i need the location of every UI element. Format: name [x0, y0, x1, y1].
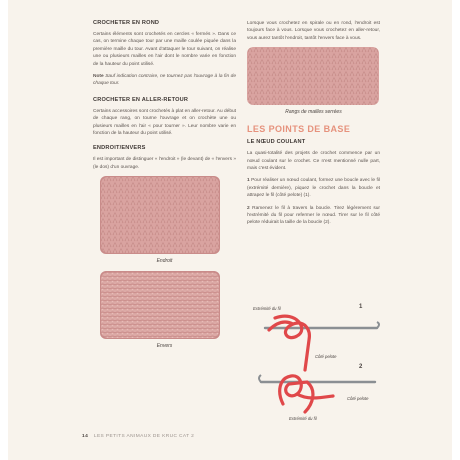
paragraph-rond: Certains éléments sont crochetés en cercles « fermés ». Dans ce cas, on termine chaque tour par une maille coulée piquée dans la première maille du tour. Avant d'attaquer le tour suivant, on réalise une ou plusieurs mailles en l'air dont le nombre varie en fonction de la hauteur du point utilisé. [93, 32, 236, 67]
label-pelote-2: Côté pelote [347, 396, 369, 401]
paragraph-spirale: Lorsque vous crochetez en spirale ou en rond, l'endroit est toujours face à vous. Lorsque vous crochetez en aller-retour, vous aurez tantôt l'endroit, tantôt l'envers face à vous. [247, 21, 380, 41]
step-number-1: 1 [359, 304, 363, 310]
step-number-2: 2 [359, 364, 363, 370]
left-column [93, 20, 236, 356]
paragraph-endroit-envers: Il est important de distinguer « l'endroit » (le devant) de « l'envers » (le dos) d'un ouvrage. [93, 157, 236, 170]
paragraph-step-1 [247, 177, 380, 199]
caption-rangs: Rangs de mailles serrées [285, 109, 342, 116]
page-number: 14 [82, 434, 89, 439]
caption-envers: Envers [156, 343, 173, 350]
swatch-rangs-image [247, 47, 379, 105]
step-1-text: Pour réaliser un nœud coulant, formez une boucle avec le fil (extrémité dernière), piquez le crochet dans la boucle et attrapez le fil (côté pelote) (1). [247, 178, 380, 199]
paragraph-aller-retour: Certains accessoires sont crochetés à plat en aller-retour. Au début de chaque rang, on tourne l'ouvrage et on crochète une ou plusieurs mailles en l'air « pour tourner ». Leur nombre varie en fonction de la hauteur du point utilisé. [93, 108, 236, 137]
heading-crocheter-en-rond: CROCHETER EN ROND [93, 20, 160, 26]
paragraph-noeud: La quasi-totalité des projets de crochet commence par un nœud coulant sur le crochet. Ce n'est mentionné nulle part, mais c'est évident. [247, 151, 380, 172]
heading-noeud-coulant: LE NŒUD COULANT [247, 139, 306, 146]
step-2-text: Ramenez le fil à travers la boucle. Tirez légèrement sur l'extrémité du fil pour refermer le nœud. Tirer sur le fil côté pelote réduirait la taille de la boucle (2). [247, 205, 380, 226]
book-page [8, 0, 452, 460]
slip-knot-diagram [247, 300, 380, 430]
step-1-number: 1 [247, 178, 250, 184]
label-extremite-2: Extrémité du fil [289, 416, 317, 421]
paragraph-step-2 [247, 205, 380, 227]
running-title: LES PETITS ANIMAUX DE KRUC CAT 2 [93, 434, 195, 439]
right-column [247, 20, 380, 232]
swatch-envers-image [100, 271, 220, 339]
swatch-endroit-image [100, 176, 220, 254]
heading-endroit-envers: ENDROIT/ENVERS [93, 145, 146, 152]
label-pelote-1: Côté pelote [315, 354, 337, 359]
note-text: Sauf indication contraire, ne tournez pas l'ouvrage à la fin de chaque tour. [93, 74, 236, 87]
note-paragraph [93, 73, 236, 88]
step-2-number: 2 [247, 205, 250, 211]
label-extremite-1: Extrémité du fil [253, 306, 281, 311]
note-label: Note [93, 74, 104, 80]
caption-endroit: Endroit [156, 258, 173, 265]
heading-points-de-base: LES POINTS DE BASE [247, 124, 351, 135]
heading-aller-retour: CROCHETER EN ALLER-RETOUR [93, 96, 189, 103]
page-footer [82, 434, 194, 439]
